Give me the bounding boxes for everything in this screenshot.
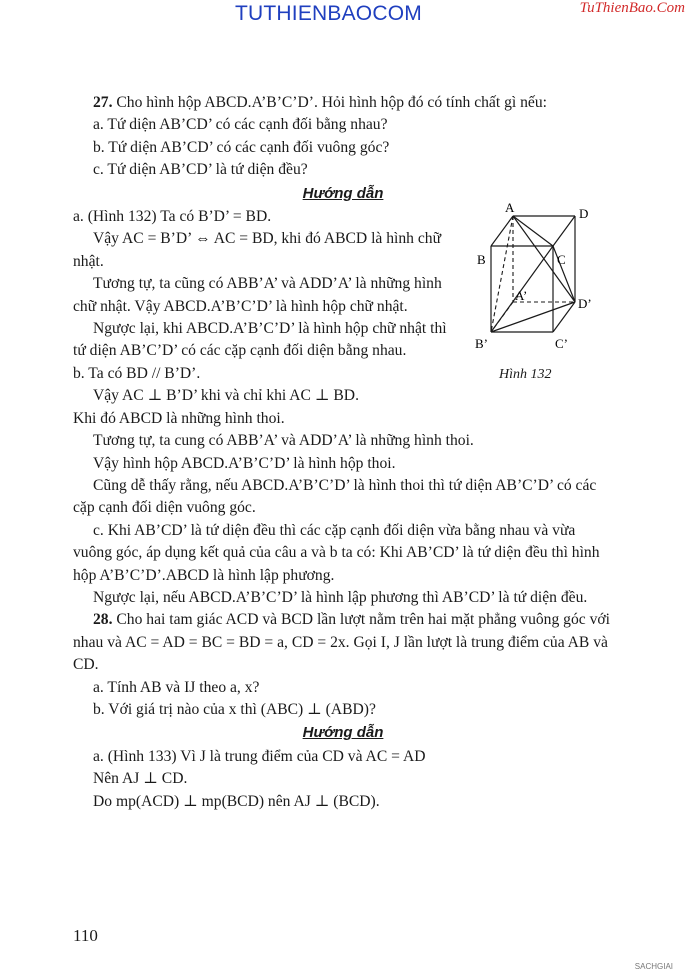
guide-line: Ngược lại, khi ABCD.A’B’C’D’ là hình hộp chữ nhật thì tứ diện AB’C’D’ có các cặp cạnh đối diện bằng nhau. — [73, 320, 447, 360]
guide-heading: Hướng dẫn — [302, 184, 384, 202]
question-b: b. Tứ diện AB’CD’ có các cạnh đối vuông góc? — [93, 138, 390, 156]
problem-27-intro — [73, 92, 613, 114]
problem-28-intro — [73, 609, 613, 676]
guide-line: b. Ta có BD // B’D’. — [73, 364, 201, 382]
guide-line: a. (Hình 132) Ta có B’D’ = BD. — [73, 208, 272, 226]
label-D1: D’ — [578, 296, 592, 312]
guide-line: Vậy AC ⊥ B’D’ khi và chỉ khi AC ⊥ BD. — [93, 387, 359, 405]
label-B1: B’ — [475, 336, 488, 352]
guide-line: Nên AJ ⊥ CD. — [93, 770, 188, 788]
label-C: C — [557, 252, 566, 268]
site-logo: TuThienBao.Com — [579, 0, 685, 16]
guide-line: Cũng dễ thấy rằng, nếu ABCD.A’B’C’D’ là hình thoi thì tứ diện AB’C’D’ có các cặp cạnh đối diện vuông góc. — [73, 476, 597, 517]
guide-line: Vậy hình hộp ABCD.A’B’C’D’ là hình hộp thoi. — [93, 454, 396, 472]
question-c: c. Tứ diện AB’CD’ là tứ diện đều? — [93, 161, 308, 179]
figure-caption: Hình 132 — [499, 367, 552, 383]
guide-heading: Hướng dẫn — [302, 724, 384, 742]
page-number: 110 — [73, 926, 98, 945]
guide-line: Khi đó ABCD là những hình thoi. — [73, 409, 285, 427]
guide-line: Tương tự, ta cung có ABB’A’ và ADD’A’ là những hình thoi. — [93, 432, 474, 450]
problem-text: Cho hình hộp ABCD.A’B’C’D’. Hỏi hình hộp đó có tính chất gì nếu: — [116, 94, 547, 111]
site-header: TUTHIENBAOCOM — [235, 2, 422, 25]
question-a: a. Tính AB và IJ theo a, x? — [93, 678, 260, 696]
question-a: a. Tứ diện AB’CD’ có các cạnh đối bằng nhau? — [93, 116, 388, 134]
question-b: b. Với giá trị nào của x thì (ABC) ⊥ (ABD)? — [93, 700, 376, 718]
guide-line: c. Khi AB’CD’ là tứ diện đều thì các cặp cạnh đối diện vừa bằng nhau và vừa vuông góc, áp dụng kết quả của câu a và b ta có: Khi AB’CD’ là tứ diện đều thì hình hộp A’B’C’D’.ABCD là hình lập phương. — [73, 521, 600, 584]
label-D: D — [579, 206, 589, 222]
footer-logo: SACHGIAI — [634, 962, 673, 971]
problem-text: Cho hai tam giác ACD và BCD lần lượt nằm trên hai mặt phẳng vuông góc với nhau và AC = AD = BC = BD = a, CD = 2x. Gọi I, J lần lượt là trung điểm của AB và CD. — [73, 611, 610, 674]
page-content — [73, 92, 613, 813]
guide-line: Ngược lại, nếu ABCD.A’B’C’D’ là hình lập phương thì AB’CD’ là tứ diện đều. — [93, 588, 588, 606]
problem-number: 27. — [93, 94, 113, 111]
guide-line: Vậy AC = B’D’ ⇔ AC = BD, khi đó ABCD là hình chữ nhật. — [73, 230, 442, 270]
label-C1: C’ — [555, 336, 568, 352]
label-A1: A’ — [515, 288, 528, 304]
guide-line: a. (Hình 133) Vì J là trung điểm của CD và AC = AD — [93, 747, 426, 765]
guide-line: Do mp(ACD) ⊥ mp(BCD) nên AJ ⊥ (BCD). — [93, 792, 380, 810]
label-B: B — [477, 252, 486, 268]
problem-number: 28. — [93, 611, 113, 629]
label-A: A — [505, 202, 515, 216]
guide-line: Tương tự, ta cũng có ABB’A’ và ADD’A’ là những hình chữ nhật. Vậy ABCD.A’B’C’D’ là hình hộp chữ nhật. — [73, 275, 442, 315]
figure-132 — [461, 202, 621, 392]
